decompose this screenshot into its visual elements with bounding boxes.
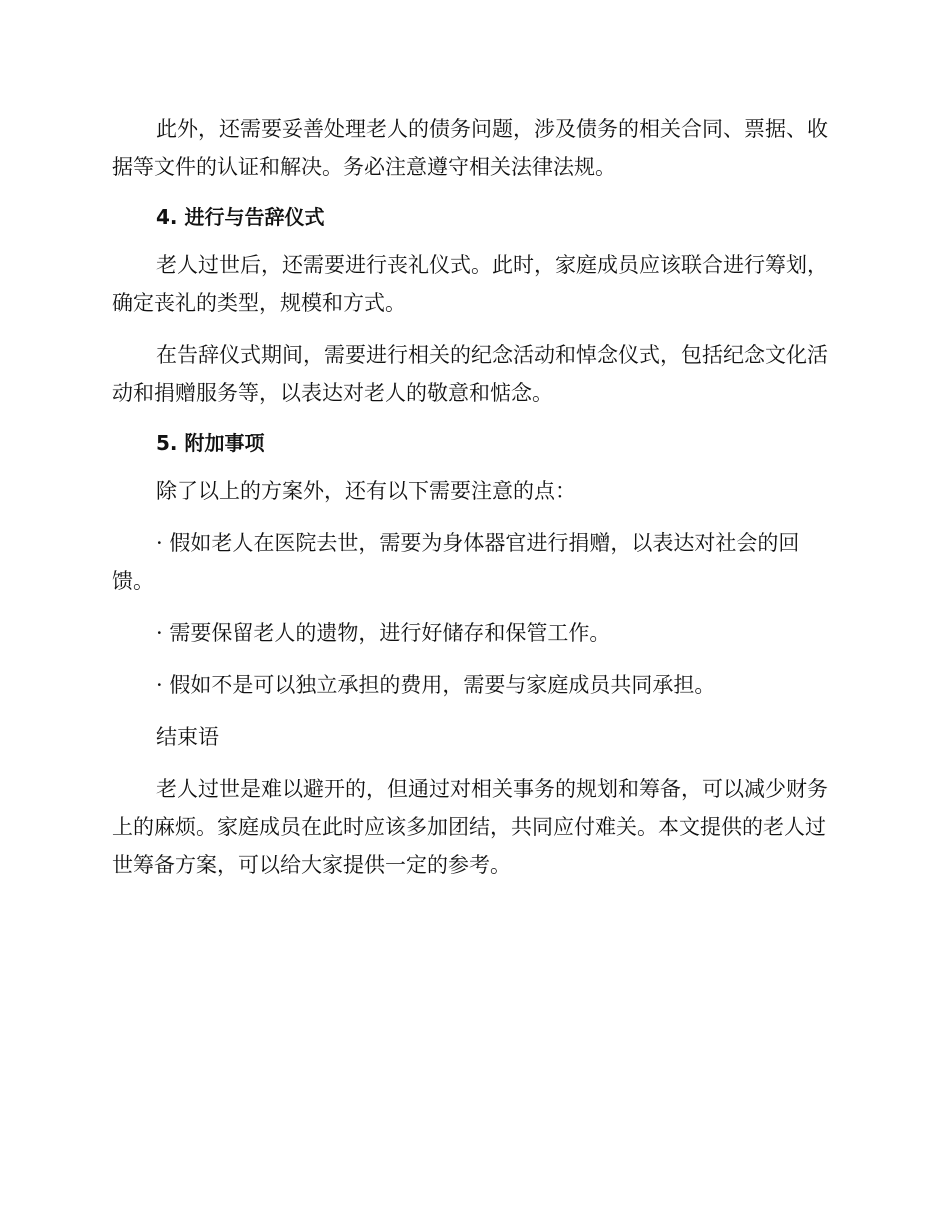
section-heading-4: 4. 进行与告辞仪式: [156, 205, 325, 229]
paragraph-debt: 此外，还需要妥善处理老人的债务问题，涉及债务的相关合同、票据、收据等文件的认证和解决。务必注意遵守相关法律法规。: [112, 117, 828, 179]
paragraph-ceremony: 在告辞仪式期间，需要进行相关的纪念活动和悼念仪式，包括纪念文化活动和捐赠服务等，以表达对老人的敬意和惦念。: [112, 343, 828, 405]
paragraph-funeral: 老人过世后，还需要进行丧礼仪式。此时，家庭成员应该联合进行筹划，确定丧礼的类型，规模和方式。: [112, 253, 828, 315]
conclusion-title: 结束语: [156, 725, 219, 749]
section-heading-5: 5. 附加事项: [156, 431, 265, 455]
paragraph-conclusion: 老人过世是难以避开的，但通过对相关事务的规划和筹备，可以减少财务上的麻烦。家庭成员在此时应该多加团结，共同应付难关。本文提供的老人过世筹备方案，可以给大家提供一定的参考。: [112, 777, 828, 877]
bullet-item-organ-donation: · 假如老人在医院去世，需要为身体器官进行捐赠，以表达对社会的回馈。: [112, 531, 800, 593]
bullet-item-belongings: · 需要保留老人的遗物，进行好储存和保管工作。: [156, 621, 611, 645]
paragraph-notes-intro: 除了以上的方案外，还有以下需要注意的点：: [156, 479, 576, 503]
document-page: [112, 110, 834, 884]
bullet-item-costs: · 假如不是可以独立承担的费用，需要与家庭成员共同承担。: [156, 673, 716, 697]
